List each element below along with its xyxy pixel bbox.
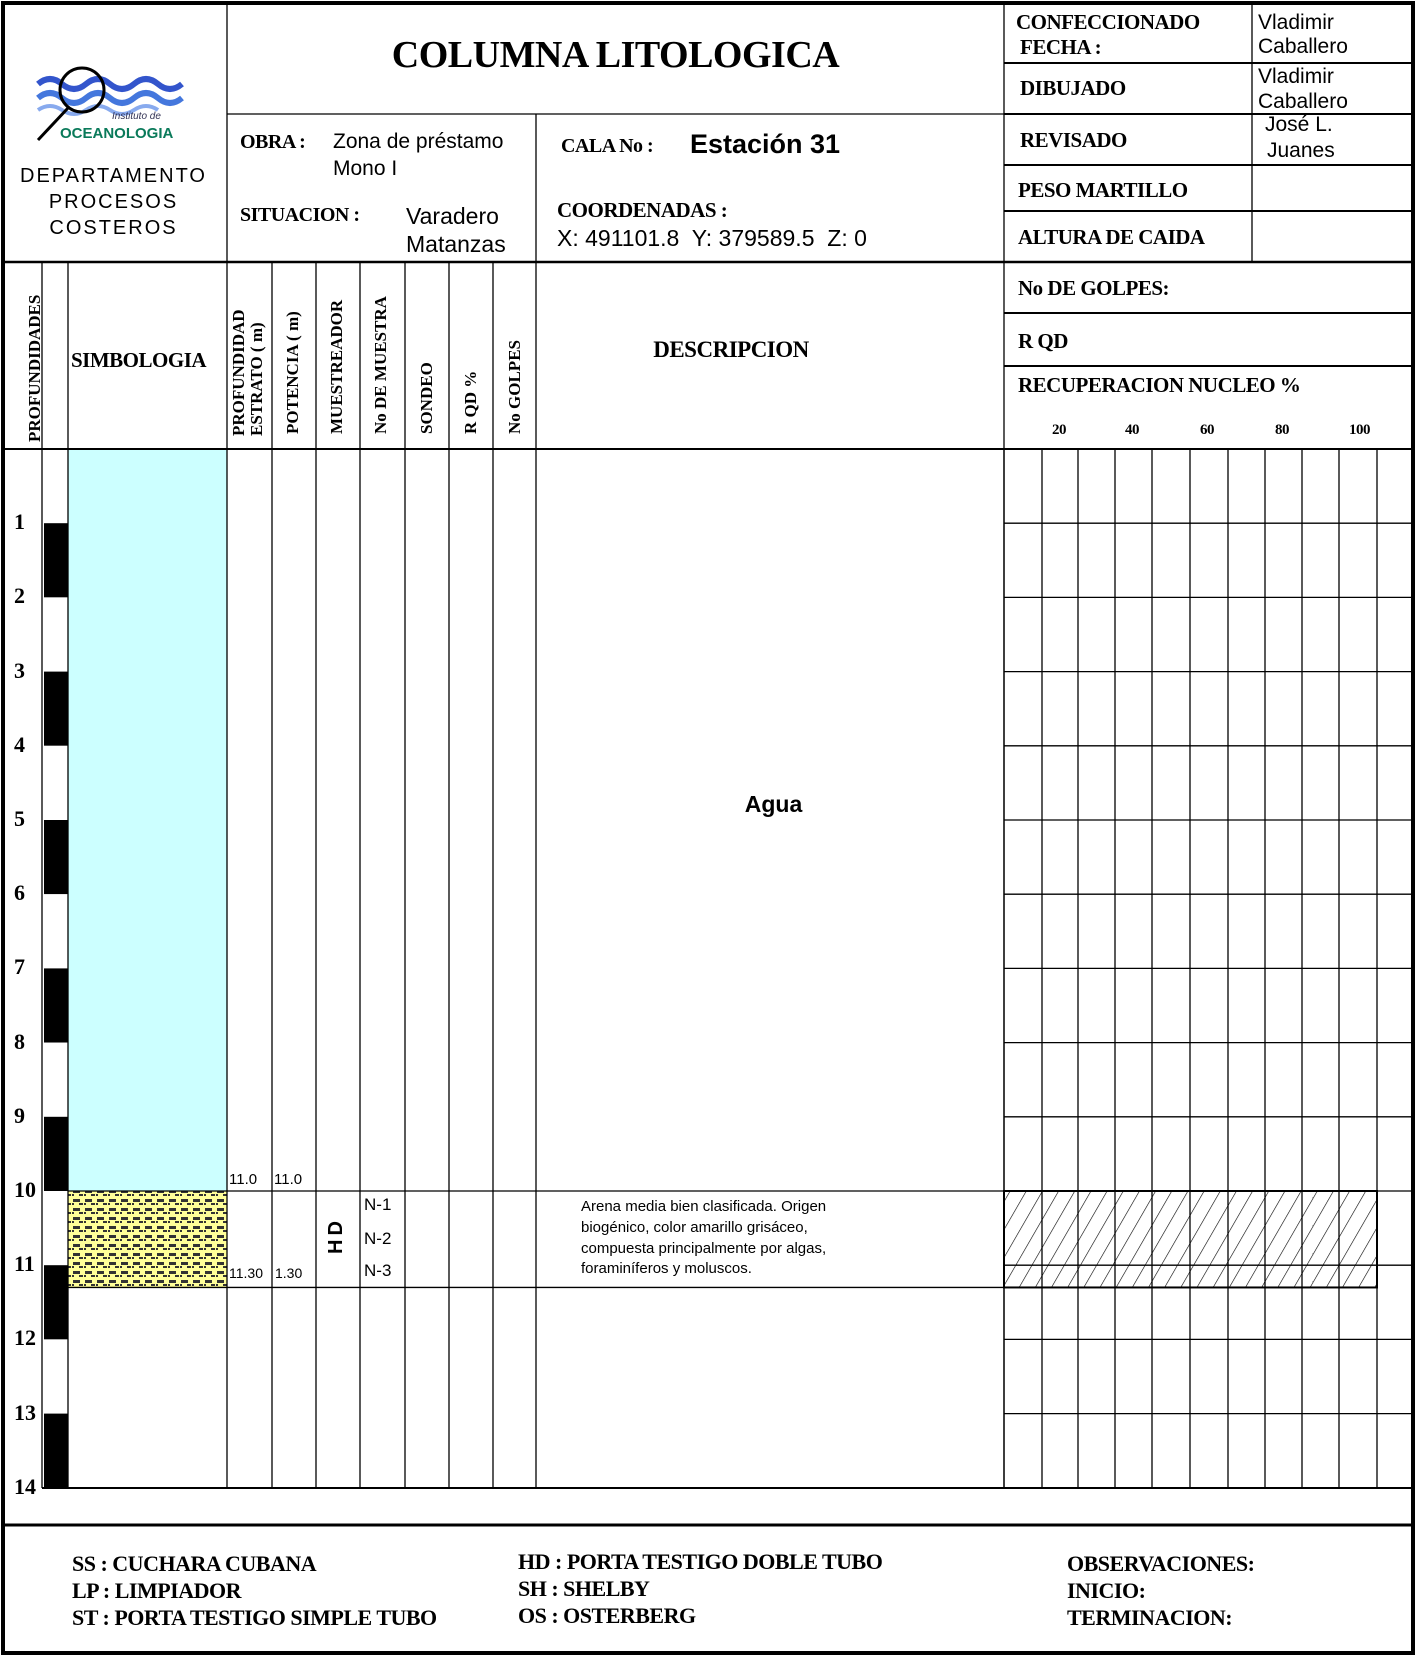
depth-ruler-segment [44, 746, 68, 820]
depth-label: 5 [14, 806, 25, 831]
recovery-scale-tick: 60 [1200, 422, 1214, 438]
coordenadas-label: COORDENADAS : [557, 198, 728, 222]
confeccionado-label: CONFECCIONADO [1016, 10, 1200, 34]
depth-label: 8 [14, 1028, 25, 1054]
depth-ruler-segment [44, 1414, 68, 1488]
depth-ruler-segment [44, 449, 68, 523]
depth-ruler-segment [44, 1265, 68, 1339]
depth-label: 12 [14, 1325, 36, 1351]
stratum2-desc-2: biogénico, color amarillo grisáceo, [581, 1219, 808, 1236]
sondeo-header: SONDEO [417, 362, 436, 434]
depth-ruler-segment [44, 523, 68, 597]
revisado-name-2: Juanes [1267, 139, 1335, 162]
revisado-name-1: José L. [1265, 113, 1333, 136]
depth-label: 3 [14, 657, 25, 683]
legend-st: ST : PORTA TESTIGO SIMPLE TUBO [72, 1605, 437, 1630]
depth-ruler-segment [44, 820, 68, 894]
depth-label: 10 [14, 1177, 36, 1202]
depth-label: 9 [14, 1102, 25, 1128]
cala-label: CALA No : [561, 135, 654, 157]
dibujado-name-1: Vladimir [1258, 65, 1334, 88]
depth-ruler-segment [44, 894, 68, 968]
sample-n1: N-1 [364, 1195, 392, 1214]
observaciones-label: OBSERVACIONES: [1067, 1551, 1255, 1576]
depth-ruler-segment [44, 1191, 68, 1265]
descripcion-header: DESCRIPCION [653, 337, 809, 362]
no-golpes-header: No GOLPES [505, 340, 524, 434]
sample-n3: N-3 [364, 1261, 392, 1280]
stratum1-potencia: 11.0 [274, 1171, 303, 1188]
stratum2-prof: 11.30 [229, 1265, 263, 1281]
obra-label: OBRA : [240, 131, 306, 153]
depth-label: 2 [14, 583, 25, 609]
depth-ruler-segment [44, 597, 68, 671]
department-line1: DEPARTAMENTO [20, 165, 207, 187]
department-line2: PROCESOS [48, 191, 179, 213]
no-muestra-header: No DE MUESTRA [371, 296, 390, 434]
logo-line1: Instituto de [112, 111, 161, 122]
confeccionado-name-2: Caballero [1258, 35, 1348, 58]
inicio-label: INICIO: [1067, 1578, 1146, 1603]
stratum2-potencia: 1.30 [275, 1265, 303, 1281]
coordenadas-value: X: 491101.8 Y: 379589.5 Z: 0 [557, 225, 867, 251]
rqd-header: R QD % [461, 370, 480, 434]
terminacion-label: TERMINACION: [1067, 1605, 1233, 1630]
legend-os: OS : OSTERBERG [518, 1603, 696, 1628]
sand-symbol [68, 1191, 227, 1287]
logo-line2: OCEANOLOGIA [60, 125, 174, 142]
no-de-golpes-label: No DE GOLPES: [1018, 276, 1170, 300]
rqd-label: R QD [1018, 329, 1068, 353]
confeccionado-name-1: Vladimir [1258, 11, 1334, 34]
recovery-scale-tick: 40 [1125, 422, 1139, 438]
legend-sh: SH : SHELBY [518, 1576, 650, 1601]
stratum2-desc-3: compuesta principalmente por algas, [581, 1240, 827, 1257]
depth-ruler-segment [44, 672, 68, 746]
depth-label: 13 [14, 1399, 36, 1425]
situacion-value-1: Varadero [406, 203, 499, 229]
recovery-scale-tick: 80 [1275, 422, 1289, 438]
legend-ss: SS : CUCHARA CUBANA [72, 1551, 317, 1576]
recuperacion-label: RECUPERACION NUCLEO % [1018, 373, 1301, 397]
legend-lp: LP : LIMPIADOR [72, 1578, 241, 1603]
prof-estrato-header-2: ESTRATO ( m) [247, 322, 266, 436]
depth-ruler-segment [44, 1043, 68, 1117]
simbologia-header: SIMBOLOGIA [71, 348, 207, 372]
recovery-scale-tick: 20 [1052, 422, 1066, 438]
revisado-label: REVISADO [1020, 128, 1127, 152]
stratum1-description: Agua [744, 791, 803, 817]
muestreador-header: MUESTREADOR [327, 299, 346, 434]
department-line3: COSTEROS [49, 217, 178, 239]
altura-caida-label: ALTURA DE CAIDA [1018, 225, 1205, 249]
legend-hd: HD : PORTA TESTIGO DOBLE TUBO [518, 1549, 883, 1574]
sample-n2: N-2 [364, 1229, 392, 1248]
obra-value-1: Zona de préstamo [333, 130, 504, 153]
prof-estrato-header-1: PROFUNDIDAD [229, 309, 248, 436]
recovery-scale-tick: 100 [1349, 422, 1370, 438]
potencia-header: POTENCIA ( m) [283, 311, 302, 434]
depth-label: 6 [14, 880, 25, 906]
stratum1-prof: 11.0 [229, 1171, 258, 1188]
depth-ruler-segment [44, 1117, 68, 1191]
depth-label: 4 [14, 731, 25, 757]
depth-label: 11 [14, 1251, 35, 1277]
depth-ruler-segment [44, 968, 68, 1042]
depth-label: 1 [14, 509, 25, 535]
depth-label: 14 [14, 1473, 36, 1499]
stratum2-desc-4: foraminíferos y moluscos. [581, 1260, 752, 1277]
peso-martillo-label: PESO MARTILLO [1018, 178, 1188, 202]
situacion-value-2: Matanzas [406, 231, 506, 257]
depth-label: 7 [14, 954, 25, 980]
dibujado-label: DIBUJADO [1020, 76, 1126, 100]
fecha-label: FECHA : [1020, 35, 1102, 59]
dibujado-name-2: Caballero [1258, 90, 1348, 113]
profundidades-header: PROFUNDIDADES [25, 294, 44, 442]
depth-ruler-segment [44, 1339, 68, 1413]
water-symbol [68, 449, 227, 1191]
stratum2-desc-1: Arena media bien clasificada. Origen [581, 1198, 827, 1215]
situacion-label: SITUACION : [240, 204, 360, 226]
page-title: COLUMNA LITOLOGICA [391, 34, 840, 76]
obra-value-2: Mono I [333, 157, 398, 180]
cala-value: Estación 31 [690, 129, 841, 159]
stratum2-muestreador: HD [325, 1217, 347, 1254]
